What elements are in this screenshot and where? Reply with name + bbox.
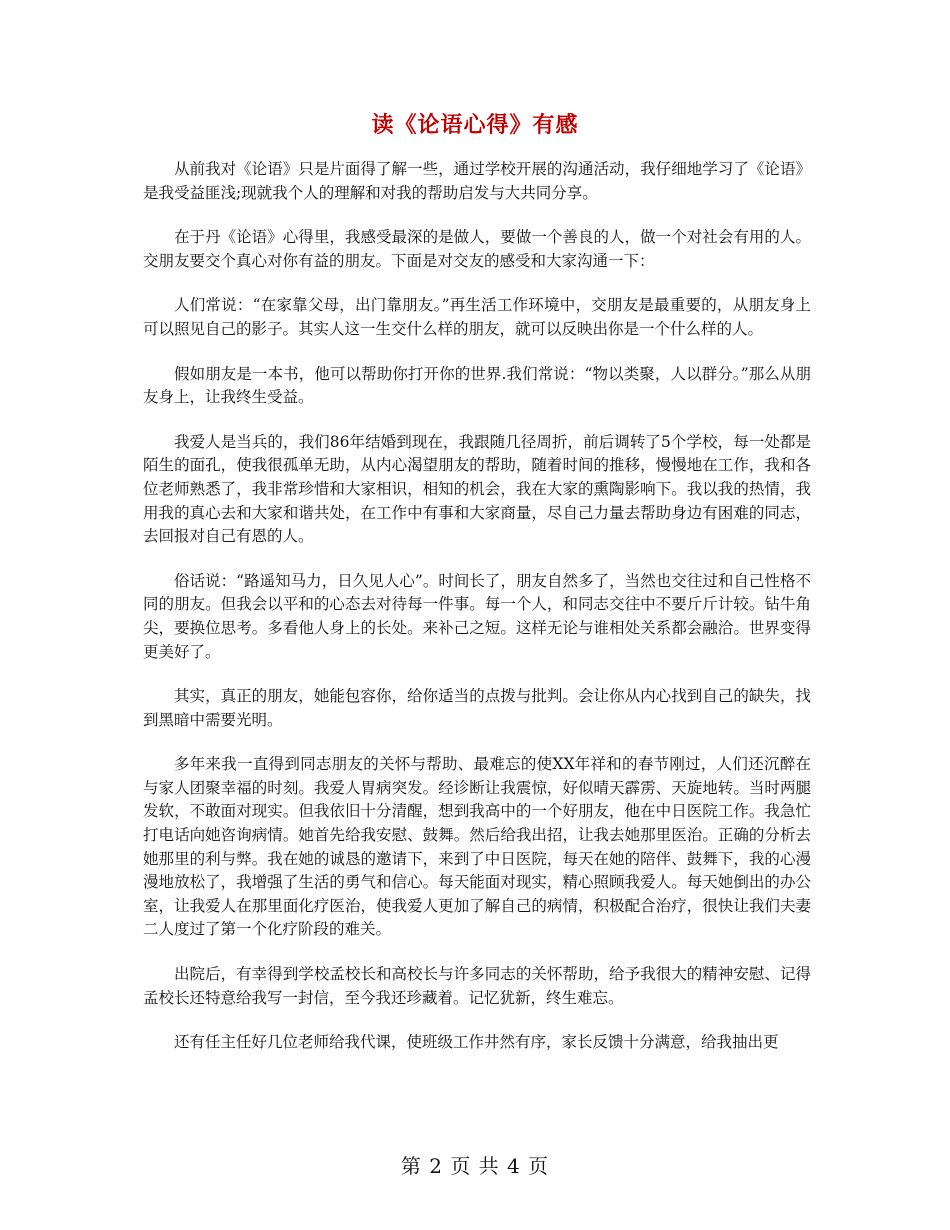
- document-title: 读《论语心得》有感: [371, 113, 579, 138]
- paragraph-8: 多年来我一直得到同志朋友的关怀与帮助、最难忘的使XX年祥和的春节刚过，人们还沉醉在与家人团聚幸福的时刻。我爱人胃病突发。经诊断让我震惊，好似晴天霹雳、天旋地转。当时两腿发软，不敢面对现实。但我依旧十分清醒，想到我高中的一个好朋友，他在中日医院工作。我急忙打电话向她咨询病情。她首先给我安慰、鼓舞。然后给我出招，让我去她那里医治。正确的分析去她那里的利与弊。我在她的诚恳的邀请下，来到了中日医院，每天在她的陪伴、鼓舞下，我的心漫漫地放松了，我增强了生活的勇气和信心。每天能面对现实，精心照顾我爱人。每天她倒出的办公室，让我爱人在那里面化疗医治，使我爱人更加了解自己的病情，积极配合治疗，很快让我们夫妻二人度过了第一个化疗阶段的难关。: [143, 755, 811, 939]
- page-number-footer: 第 2 页 共 4 页: [400, 1154, 550, 1178]
- paragraph-10: 还有任主任好几位老师给我代课，使班级工作井然有序，家长反馈十分满意，给我抽出更: [174, 1033, 779, 1052]
- paragraph-2: 在于丹《论语》心得里，我感受最深的是做人，要做一个善良的人，做一个对社会有用的人。交朋友要交个真心对你有益的朋友。下面是对交友的感受和大家沟通一下：: [143, 228, 811, 270]
- paragraph-1: 从前我对《论语》只是片面得了解一些，通过学校开展的沟通活动，我仔细地学习了《论语》是我受益匪浅;现就我个人的理解和对我的帮助启发与大共同分享。: [143, 160, 811, 202]
- paragraph-5: 我爱人是当兵的，我们86年结婚到现在，我跟随几径周折，前后调转了5个学校，每一处都是陌生的面孔，使我很孤单无助，从内心渴望朋友的帮助，随着时间的推移，慢慢地在工作，我和各位老师熟悉了，我非常珍惜和大家相识，相知的机会，我在大家的熏陶影响下。我以我的热情，我用我的真心去和大家和谐共处，在工作中有事和大家商量，尽自己力量去帮助身边有困难的同志，去回报对自己有恩的人。: [143, 432, 811, 546]
- paragraph-4: 假如朋友是一本书，他可以帮助你打开你的世界.我们常说：“物以类聚，人以群分。”那么从朋友身上，让我终生受益。: [143, 364, 811, 407]
- paragraph-3: 人们常说：“在家靠父母，出门靠朋友。”再生活工作环境中，交朋友是最重要的，从朋友身上可以照见自己的影子。其实人这一生交什么样的朋友，就可以反映出你是一个什么样的人。: [143, 296, 811, 338]
- paragraph-9: 出院后，有幸得到学校孟校长和高校长与许多同志的关怀帮助，给予我很大的精神安慰、记得孟校长还特意给我写一封信，至今我还珍藏着。记忆犹新，终生难忘。: [143, 965, 811, 1007]
- paragraph-7: 其实，真正的朋友，她能包容你，给你适当的点拨与批判。会让你从内心找到自己的缺失，找到黑暗中需要光明。: [143, 687, 811, 729]
- paragraph-6: 俗话说：“路遥知马力，日久见人心”。时间长了，朋友自然多了，当然也交往过和自己性格不同的朋友。但我会以平和的心态去对待每一件事。每一个人，和同志交往中不要斤斤计较。钻牛角尖，要换位思考。多看他人身上的长处。来补己之短。这样无论与谁相处关系都会融洽。世界变得更美好了。: [143, 571, 811, 661]
- document-body: [143, 158, 811, 1076]
